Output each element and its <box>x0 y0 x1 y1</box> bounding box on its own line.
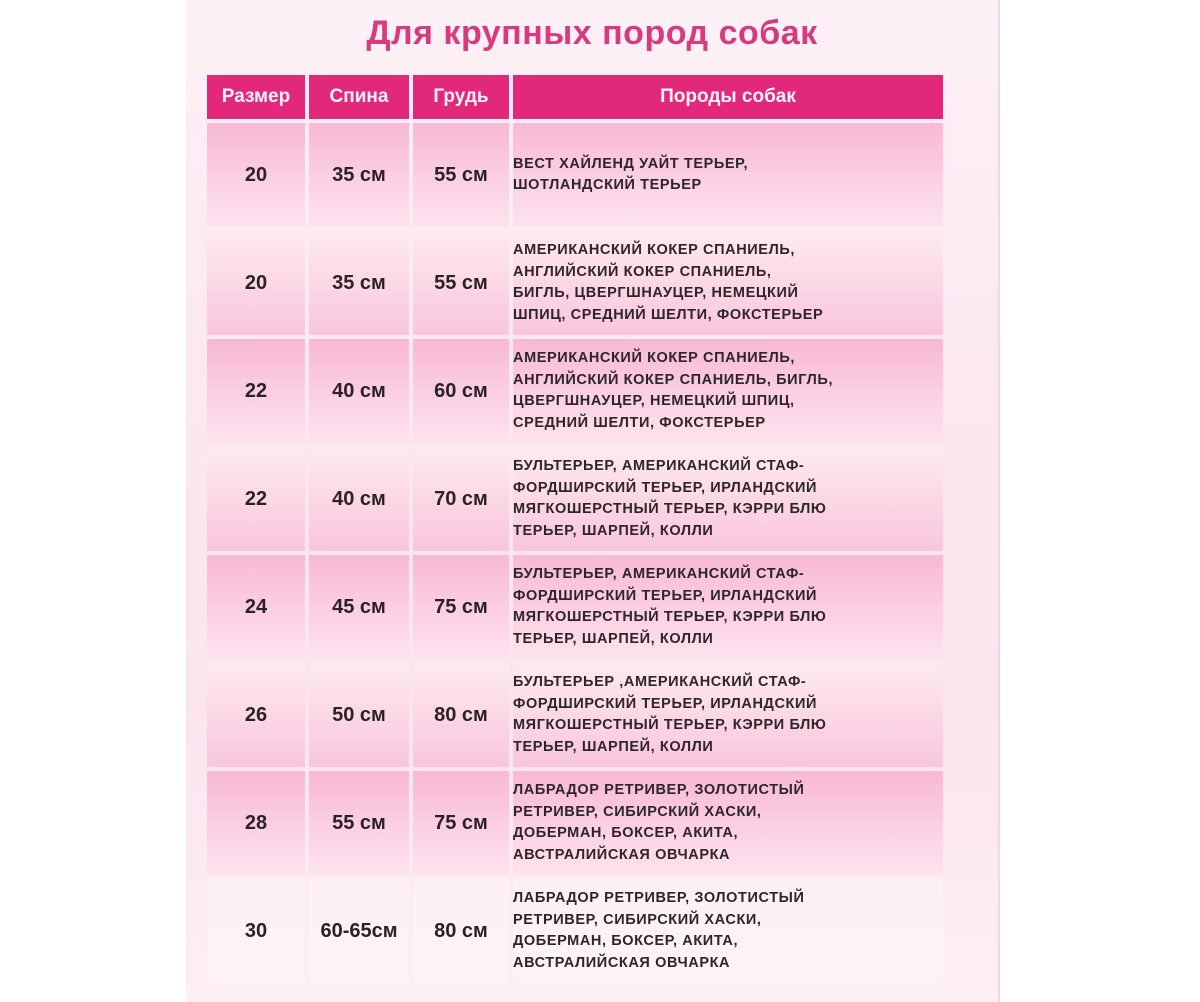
breed-line: ЛАБРАДОР РЕТРИВЕР, ЗОЛОТИСТЫЙ <box>513 890 805 906</box>
table-row <box>207 771 943 875</box>
chest-cell: 60 см <box>413 339 509 443</box>
header-breeds: Породы собак <box>513 75 943 119</box>
breed-line: БУЛЬТЕРЬЕР, АМЕРИКАНСКИЙ СТАФ- <box>513 458 805 474</box>
table-row <box>207 663 943 767</box>
header-chest: Грудь <box>413 75 509 119</box>
breeds-cell <box>513 555 943 659</box>
back-cell: 40 см <box>309 447 409 551</box>
back-cell: 50 см <box>309 663 409 767</box>
breed-line: ШОТЛАНДСКИЙ ТЕРЬЕР <box>513 177 702 193</box>
breeds-cell <box>513 339 943 443</box>
size-cell: 30 <box>207 879 305 983</box>
back-cell: 40 см <box>309 339 409 443</box>
table-row <box>207 123 943 227</box>
size-cell: 24 <box>207 555 305 659</box>
breed-line: МЯГКОШЕРСТНЫЙ ТЕРЬЕР, КЭРРИ БЛЮ <box>513 609 827 625</box>
breed-line: РЕТРИВЕР, СИБИРСКИЙ ХАСКИ, <box>513 803 762 820</box>
breed-line: МЯГКОШЕРСТНЫЙ ТЕРЬЕР, КЭРРИ БЛЮ <box>513 501 827 517</box>
breed-line: ЦВЕРГШНАУЦЕР, НЕМЕЦКИЙ ШПИЦ, <box>513 393 795 409</box>
chest-cell: 55 см <box>413 123 509 227</box>
breeds-cell <box>513 123 943 227</box>
breed-line: АМЕРИКАНСКИЙ КОКЕР СПАНИЕЛЬ, <box>513 242 796 258</box>
back-cell: 45 см <box>309 555 409 659</box>
breed-line: ФОРДШИРСКИЙ ТЕРЬЕР, ИРЛАНДСКИЙ <box>513 479 818 496</box>
table-row <box>207 339 943 443</box>
table-row <box>207 555 943 659</box>
size-cell: 28 <box>207 771 305 875</box>
breed-line: ВЕСТ ХАЙЛЕНД УАЙТ ТЕРЬЕР, <box>513 155 749 172</box>
chest-cell: 80 см <box>413 663 509 767</box>
breed-line: БУЛЬТЕРЬЕР ,АМЕРИКАНСКИЙ СТАФ- <box>513 674 807 690</box>
back-cell: 60-65см <box>309 879 409 983</box>
header-back: Спина <box>309 75 409 119</box>
back-cell: 55 см <box>309 771 409 875</box>
header-size: Размер <box>207 75 305 119</box>
chest-cell: 55 см <box>413 231 509 335</box>
breed-line: ЛАБРАДОР РЕТРИВЕР, ЗОЛОТИСТЫЙ <box>513 782 805 798</box>
breed-line: ДОБЕРМАН, БОКСЕР, АКИТА, <box>513 933 739 949</box>
breed-line: ТЕРЬЕР, ШАРПЕЙ, КОЛЛИ <box>513 738 714 755</box>
breed-line: РЕТРИВЕР, СИБИРСКИЙ ХАСКИ, <box>513 911 762 928</box>
breed-line: ФОРДШИРСКИЙ ТЕРЬЕР, ИРЛАНДСКИЙ <box>513 695 818 712</box>
back-cell: 35 см <box>309 123 409 227</box>
size-cell: 20 <box>207 123 305 227</box>
size-cell: 26 <box>207 663 305 767</box>
chest-cell: 80 см <box>413 879 509 983</box>
size-cell: 20 <box>207 231 305 335</box>
breeds-cell <box>513 447 943 551</box>
breed-line: ШПИЦ, СРЕДНИЙ ШЕЛТИ, ФОКСТЕРЬЕР <box>513 306 824 323</box>
breeds-cell <box>513 231 943 335</box>
size-cell: 22 <box>207 339 305 443</box>
size-table <box>203 71 947 987</box>
breed-line: БУЛЬТЕРЬЕР, АМЕРИКАНСКИЙ СТАФ- <box>513 566 805 582</box>
breeds-cell <box>513 771 943 875</box>
breed-line: АНГЛИЙСКИЙ КОКЕР СПАНИЕЛЬ, БИГЛЬ, <box>513 371 834 388</box>
breed-line: ТЕРЬЕР, ШАРПЕЙ, КОЛЛИ <box>513 630 714 647</box>
chest-cell: 75 см <box>413 555 509 659</box>
table-row <box>207 231 943 335</box>
table-row <box>207 879 943 983</box>
chest-cell: 75 см <box>413 771 509 875</box>
breed-line: БИГЛЬ, ЦВЕРГШНАУЦЕР, НЕМЕЦКИЙ <box>513 285 799 301</box>
back-cell: 35 см <box>309 231 409 335</box>
size-cell: 22 <box>207 447 305 551</box>
breed-line: ТЕРЬЕР, ШАРПЕЙ, КОЛЛИ <box>513 522 714 539</box>
table-header-row <box>207 75 943 119</box>
breed-line: АВСТРАЛИЙСКАЯ ОВЧАРКА <box>513 954 731 971</box>
breeds-cell <box>513 879 943 983</box>
breed-line: МЯГКОШЕРСТНЫЙ ТЕРЬЕР, КЭРРИ БЛЮ <box>513 717 827 733</box>
breed-line: СРЕДНИЙ ШЕЛТИ, ФОКСТЕРЬЕР <box>513 414 766 431</box>
page-title: Для крупных пород собак <box>366 14 818 52</box>
breed-line: АВСТРАЛИЙСКАЯ ОВЧАРКА <box>513 846 731 863</box>
breed-line: ДОБЕРМАН, БОКСЕР, АКИТА, <box>513 825 739 841</box>
breeds-cell <box>513 663 943 767</box>
breed-line: АНГЛИЙСКИЙ КОКЕР СПАНИЕЛЬ, <box>513 263 772 280</box>
breed-line: АМЕРИКАНСКИЙ КОКЕР СПАНИЕЛЬ, <box>513 350 796 366</box>
table-row <box>207 447 943 551</box>
breed-line: ФОРДШИРСКИЙ ТЕРЬЕР, ИРЛАНДСКИЙ <box>513 587 818 604</box>
chest-cell: 70 см <box>413 447 509 551</box>
